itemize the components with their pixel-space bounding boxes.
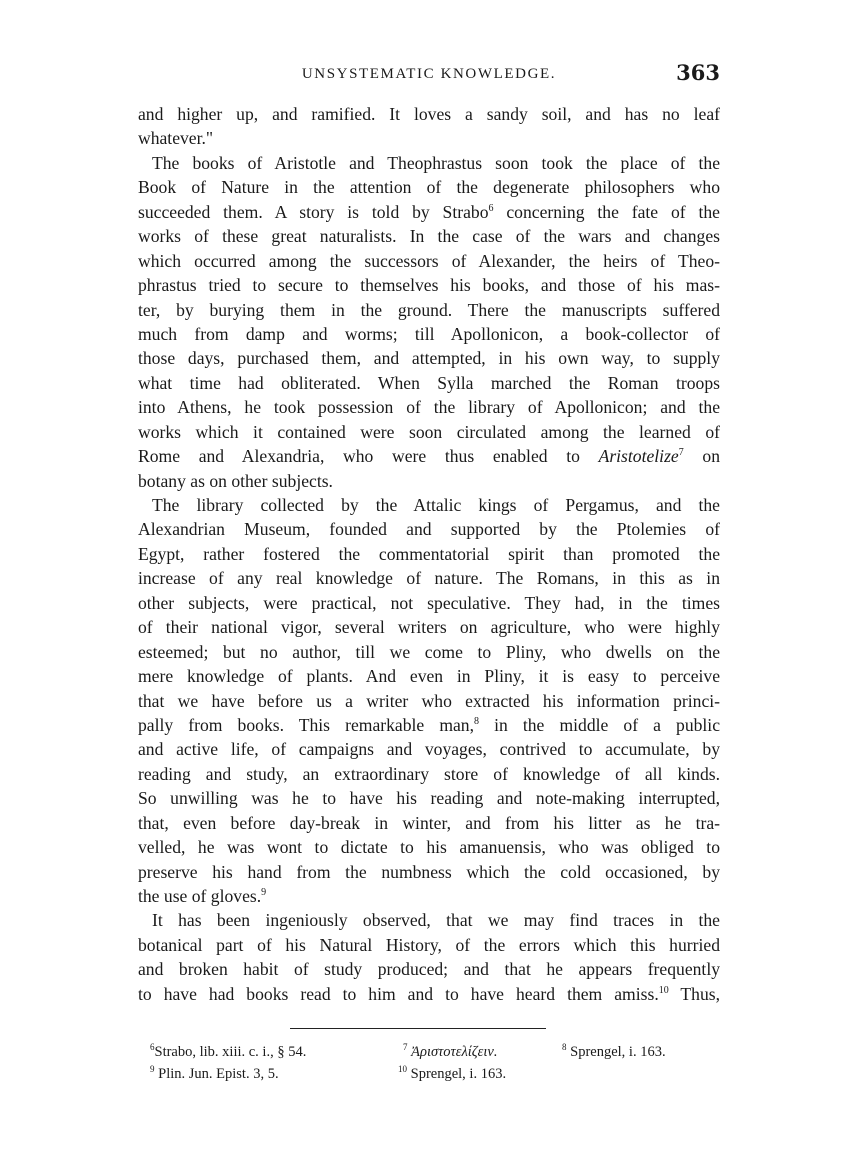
text-line (138, 151, 720, 175)
footnote-text: Sprengel, i. 163. (410, 1066, 507, 1082)
text-run: concerning the fate of the (493, 201, 720, 222)
footnote-8 (562, 1044, 666, 1061)
text-line (138, 933, 720, 957)
text-run: much from damp and worms; till Apollonicon, a book-collector of (138, 323, 720, 344)
text-run: and higher up, and ramified. It loves a sandy soil, and has no leaf (138, 104, 720, 124)
text-line (138, 371, 720, 395)
footnote-text: Ἀριστοτελίζειν. (411, 1044, 498, 1060)
text-line (138, 224, 720, 248)
text-line (138, 664, 720, 688)
text-line (138, 811, 720, 835)
text-line (138, 175, 720, 199)
text-run: the use of gloves. (138, 886, 262, 906)
text-run: what time had obliterated. When Sylla marched the Roman troops (138, 372, 720, 393)
text-line (138, 542, 720, 566)
text-line (138, 786, 720, 810)
text-line (138, 566, 720, 590)
text-line (138, 469, 720, 493)
text-run: in the middle of a public (479, 714, 720, 735)
text-run: that we have before us a writer who extracted his information princi- (138, 690, 720, 711)
text-line (138, 835, 720, 859)
text-line (138, 346, 720, 370)
footnote-text: Strabo, lib. xiii. c. i., § 54. (154, 1044, 307, 1060)
text-run: velled, he was wont to dictate to his amanuensis, who was obliged to (138, 837, 720, 858)
footnote-6 (150, 1044, 306, 1061)
footnote-10 (398, 1066, 506, 1083)
footnote-mark: 9 (150, 1064, 155, 1074)
text-line (138, 737, 720, 761)
text-line (138, 884, 720, 908)
text-line (138, 273, 720, 297)
text-run: mere knowledge of plants. And even in Pliny, it is easy to perceive (138, 666, 720, 687)
footnote-mark: 10 (398, 1064, 407, 1074)
text-run: pally from books. This remarkable man, (138, 714, 475, 735)
text-line (138, 444, 720, 468)
text-run: works of these great naturalists. In the case of the wars and changes (138, 226, 720, 247)
page-header (138, 60, 720, 88)
footnote-reference: 7 (678, 447, 684, 459)
footnote-mark: 6 (150, 1042, 155, 1052)
text-line (138, 249, 720, 273)
text-run: esteemed; but no author, till we come to Pliny, who dwells on the (138, 641, 720, 662)
footnote-reference: 6 (488, 202, 494, 214)
footnote-mark: 7 (403, 1042, 408, 1052)
body-text (138, 102, 720, 1006)
text-line (138, 395, 720, 419)
footnote-text: Sprengel, i. 163. (570, 1044, 666, 1060)
text-run: reading and study, an extraordinary store of knowledge of all kinds. (138, 763, 720, 784)
footnote-rule (290, 1028, 546, 1029)
text-run: It has been ingeniously observed, that we may find traces in the (152, 910, 720, 931)
text-run: which occurred among the successors of Alexander, the heirs of Theo- (138, 250, 720, 271)
text-line (138, 908, 720, 932)
footnote-reference: 10 (658, 984, 669, 996)
text-run: and active life, of campaigns and voyages, contrived to accumulate, by (138, 739, 720, 760)
text-line (138, 517, 720, 541)
footnote-text: Plin. Jun. Epist. 3, 5. (158, 1066, 279, 1082)
text-run: that, even before day-break in winter, and from his litter as he tra- (138, 812, 720, 833)
footnote-7 (403, 1044, 497, 1061)
footnote-mark: 8 (562, 1042, 567, 1052)
text-run: Book of Nature in the attention of the degenerate philosophers who (138, 177, 720, 198)
text-run: to have had books read to him and to have heard them amiss. (138, 983, 659, 1004)
footnote-9 (150, 1066, 279, 1083)
text-run: ter, by burying them in the ground. There the manuscripts suffered (138, 299, 720, 320)
text-run: other subjects, were practical, not speculative. They had, in the times (138, 592, 720, 613)
text-run: So unwilling was he to have his reading and note-making interrupted, (138, 788, 720, 809)
footnote-reference: 9 (261, 887, 267, 898)
text-line (138, 200, 720, 224)
text-line (138, 493, 720, 517)
text-run: whatever." (138, 128, 214, 149)
text-line (138, 126, 720, 150)
text-run: botanical part of his Natural History, of the errors which this hurried (138, 934, 720, 955)
italic-term: Aristotelize (598, 446, 679, 467)
running-head: UNSYSTEMATIC KNOWLEDGE. (301, 66, 557, 82)
text-run: Egypt, rather fostered the commentatorial spirit than promoted the (138, 543, 720, 564)
text-run: phrastus tried to secure to themselves his books, and those of his mas- (138, 275, 720, 296)
text-run: botany as on other subjects. (138, 470, 333, 491)
footnote-reference: 8 (474, 715, 480, 727)
text-run: of their national vigor, several writers on agriculture, who were highly (138, 617, 720, 638)
text-run: preserve his hand from the numbness which the cold occasioned, by (138, 861, 720, 882)
text-run: on (683, 446, 720, 467)
text-line (138, 591, 720, 615)
text-run: Thus, (668, 983, 720, 1004)
text-line (138, 322, 720, 346)
text-run: succeeded them. A story is told by Strabo (138, 201, 489, 222)
text-line (138, 102, 720, 126)
text-run: those days, purchased them, and attempted, in his own way, to supply (138, 348, 720, 369)
text-line (138, 640, 720, 664)
text-line (138, 762, 720, 786)
text-run: and broken habit of study produced; and that he appears frequently (138, 959, 720, 980)
text-run: Alexandrian Museum, founded and supported by the Ptolemies of (138, 519, 720, 540)
text-line (138, 420, 720, 444)
text-run: Rome and Alexandria, who were thus enabled to (138, 446, 599, 467)
text-run: increase of any real knowledge of nature. The Romans, in this as in (138, 568, 720, 589)
text-line (138, 689, 720, 713)
text-line (138, 957, 720, 981)
text-line (138, 615, 720, 639)
text-line (138, 298, 720, 322)
text-line (138, 713, 720, 737)
text-run: The library collected by the Attalic kings of Pergamus, and the (152, 495, 720, 515)
text-line (138, 860, 720, 884)
page-number: 363 (676, 60, 720, 85)
text-run: The books of Aristotle and Theophrastus soon took the place of the (152, 152, 720, 173)
text-run: works which it contained were soon circulated among the learned of (138, 421, 720, 442)
text-line (138, 982, 720, 1006)
text-run: into Athens, he took possession of the library of Apollonicon; and the (138, 397, 720, 418)
